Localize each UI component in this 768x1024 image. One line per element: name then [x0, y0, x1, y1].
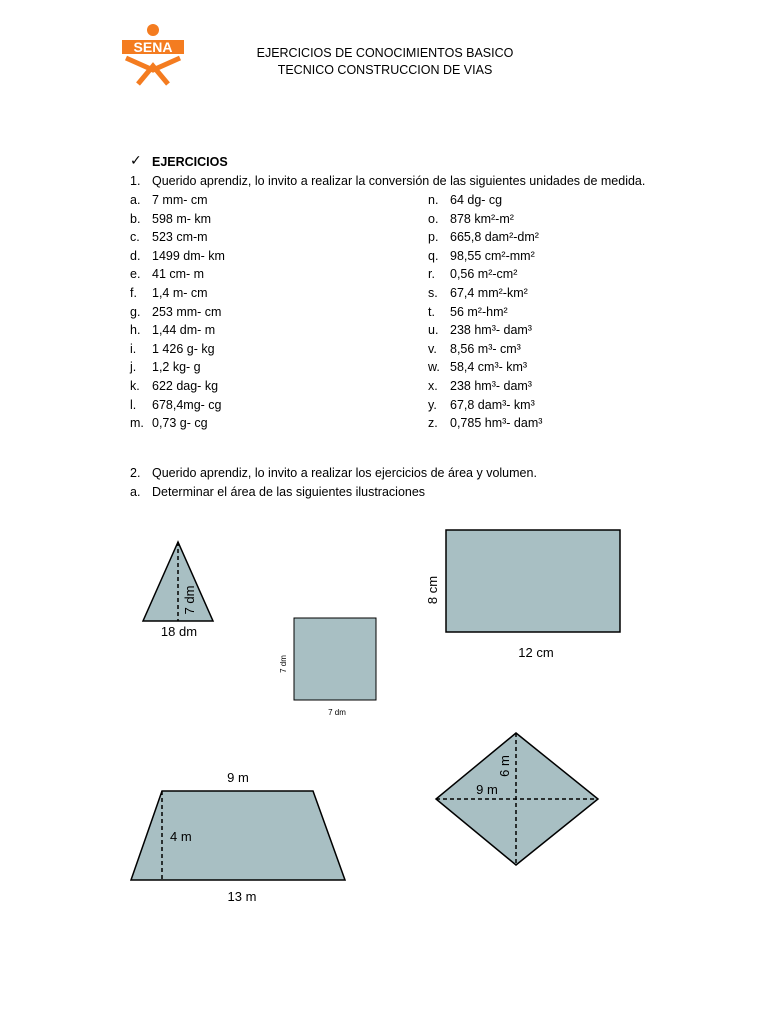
- question-1-text: Querido aprendiz, lo invito a realizar la conversión de las siguientes unidades de medida.: [152, 174, 646, 188]
- item-text: 1,4 m- cm: [152, 286, 208, 300]
- item-text: 1499 dm- km: [152, 248, 225, 263]
- item-text: 1,2 kg- g: [152, 360, 201, 375]
- item-text: 253 mm- cm: [152, 304, 222, 319]
- triangle-shape: [143, 542, 213, 621]
- section-heading: EJERCICIOS: [152, 155, 228, 169]
- item-text: 678,4mg- cg: [152, 397, 222, 412]
- trapezoid-height-label: 4 m: [170, 829, 192, 844]
- item-marker: u.: [428, 323, 439, 338]
- rectangle-width-label: 12 cm: [518, 645, 554, 660]
- item-marker: w.: [428, 360, 440, 375]
- item-marker: j.: [130, 360, 137, 375]
- square-figure: [279, 618, 376, 717]
- item-text: 665,8 dam²-dm²: [450, 230, 539, 245]
- item-text: 58,4 cm³- km³: [450, 360, 528, 375]
- triangle-height-label: 7 dm: [182, 585, 197, 615]
- item-marker: g.: [130, 304, 141, 319]
- item-text: 523 cm-m: [152, 230, 208, 245]
- item-marker: l.: [130, 397, 137, 412]
- item-marker: f.: [130, 286, 137, 300]
- rhombus-figure: [436, 733, 598, 865]
- item-marker: q.: [428, 248, 439, 263]
- item-text: 1,44 dm- m: [152, 323, 216, 338]
- trapezoid-figure: [131, 770, 345, 904]
- question-2-number: 2.: [130, 466, 141, 480]
- item-text: 0,73 g- cg: [152, 416, 208, 431]
- rectangle-figure: [425, 530, 620, 660]
- question-2a-text: Determinar el área de las siguientes ilustraciones: [152, 485, 426, 499]
- item-marker: i.: [130, 341, 137, 356]
- item-marker: y.: [428, 397, 437, 412]
- item-marker: x.: [428, 379, 438, 393]
- item-text: 7 mm- cm: [152, 193, 208, 207]
- item-marker: e.: [130, 267, 141, 282]
- checkmark-icon: ✓: [130, 152, 142, 168]
- item-marker: s.: [428, 286, 438, 300]
- item-marker: n.: [428, 193, 439, 207]
- trapezoid-bottom-label: 13 m: [227, 889, 257, 904]
- square-side-label-horizontal: 7 dm: [328, 708, 346, 717]
- item-marker: v.: [428, 341, 437, 356]
- item-marker: h.: [130, 323, 141, 338]
- item-text: 8,56 m³- cm³: [450, 341, 521, 356]
- title-line-2: TECNICO CONSTRUCCION DE VIAS: [277, 63, 493, 77]
- item-text: 67,4 mm²-km²: [450, 286, 528, 300]
- item-text: 56 m²-hm²: [450, 304, 508, 319]
- trapezoid-top-label: 9 m: [227, 770, 249, 785]
- item-marker: r.: [428, 267, 435, 282]
- question-2a-marker: a.: [130, 485, 141, 499]
- item-text: 622 dag- kg: [152, 379, 219, 393]
- item-text: 67,8 dam³- km³: [450, 397, 535, 412]
- triangle-base-label: 18 dm: [160, 624, 198, 639]
- item-marker: m.: [130, 416, 144, 431]
- item-marker: o.: [428, 211, 439, 226]
- item-marker: a.: [130, 193, 141, 207]
- rectangle-height-label: 8 cm: [425, 575, 440, 605]
- item-text: 1 426 g- kg: [152, 341, 215, 356]
- item-marker: z.: [428, 416, 438, 431]
- rectangle-shape: [446, 530, 620, 632]
- logo-text: SENA: [133, 39, 173, 55]
- question-1-number: 1.: [130, 174, 141, 188]
- item-text: 878 km²-m²: [450, 211, 514, 226]
- title-line-1: EJERCICIOS DE CONOCIMIENTOS BASICO: [256, 46, 514, 60]
- square-side-label-vertical: 7 dm: [279, 655, 288, 673]
- rhombus-horizontal-label: 9 m: [476, 782, 498, 797]
- question-2-text: Querido aprendiz, lo invito a realizar los ejercicios de área y volumen.: [152, 466, 537, 480]
- item-text: 598 m- km: [152, 211, 212, 226]
- triangle-figure: [143, 542, 213, 639]
- item-text: 64 dg- cg: [450, 193, 503, 207]
- item-text: 238 hm³- dam³: [450, 379, 532, 393]
- item-text: 98,55 cm²-mm²: [450, 248, 535, 263]
- item-marker: b.: [130, 211, 141, 226]
- item-text: 0,785 hm³- dam³: [450, 416, 543, 431]
- item-text: 0,56 m²-cm²: [450, 267, 518, 282]
- square-shape: [294, 618, 376, 700]
- item-marker: k.: [130, 379, 140, 393]
- trapezoid-shape: [131, 791, 345, 880]
- rhombus-vertical-label: 6 m: [497, 755, 512, 777]
- item-text: 238 hm³- dam³: [450, 323, 532, 338]
- item-text: 41 cm- m: [152, 267, 205, 282]
- item-marker: t.: [428, 304, 435, 319]
- item-marker: p.: [428, 230, 439, 245]
- item-marker: d.: [130, 248, 141, 263]
- item-marker: c.: [130, 230, 140, 245]
